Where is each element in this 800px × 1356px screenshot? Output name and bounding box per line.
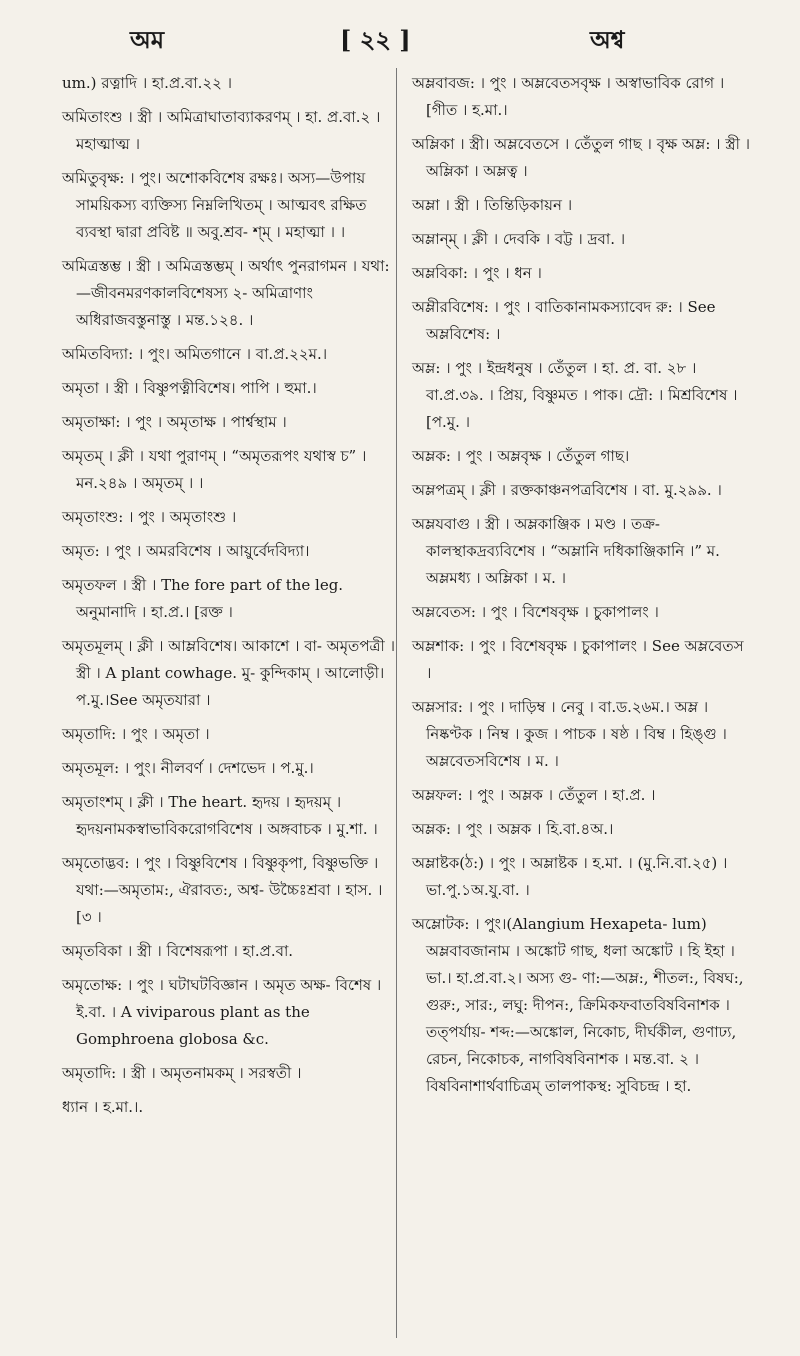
page-number: [ ২২ ] [340,25,411,54]
dictionary-entry: অম্লবাবজ: । পুং । অম্লবেতসবৃক্ষ । অস্বাভাবিক রোগ । [গীত । হ.মা.। [412,74,725,119]
dictionary-entry: অমৃতোদ্ভব: । পুং । বিষ্ণুবিশেষ । বিষ্ণুকৃপা, বিষ্ণুভক্তি । যথা:—অমৃতাম:, ঐরাবত:, অশ্ব- উচ্চৈঃশ্রবা । হাস. । [৩ । [62,854,383,926]
dictionary-entry: অমৃতমূল: । পুং। নীলবর্ণ । দেশভেদ । প.মু.। [62,759,314,777]
dictionary-entry: অম্লসার: । পুং । দাড়িম্ব । নেবু । বা.ড.২৬ম.। অম্ল । নিষ্কণ্টক । নিম্ব । কুজ । পাচক । ষষ্ঠ । বিম্ব । হিঙ্গু । অম্লবেতসবিশেষ । ম. । [412,698,727,770]
right-column [412,70,752,1107]
dictionary-entry: অমৃতোক্ষ: । পুং । ঘটাঘটবিজ্ঞান । অমৃত অক্ষ- বিশেষ । ই.বা. । A viviparous plant as the Gomphroena globosa &c. [62,976,382,1048]
dictionary-entry: অম্লক: । পুং । অম্লবৃক্ষ । তেঁতুল গাছ। [412,447,630,465]
dictionary-entry: অম্লশাক: । পুং । বিশেষবৃক্ষ । চুকাপালং । See অম্লবেতস । [412,637,744,682]
dictionary-entry: অম্লবিকা: । পুং । ধন । [412,264,542,282]
dictionary-entry: অম্লা । স্ত্রী । তিন্তিড়িকায়ন । [412,196,573,214]
dictionary-entry: অম্লিকা । স্ত্রী। অম্লবেতসে । তেঁতুল গাছ । বৃক্ষ অম্ল: । স্ত্রী । অম্লিকা । অম্লত্ব । [412,135,751,180]
dictionary-entry: অম্লযবাগু । স্ত্রী । অম্লকাঞ্জিক । মণ্ড । তক্র- কালস্থাকদ্রব্যবিশেষ । “অম্লানি দধিকাঞ্জিকানি ।” ম. অম্লমধ্য । অম্লিকা । ম. । [412,515,720,587]
dictionary-entry: অমৃত: । পুং । অমরবিশেষ । আয়ুর্বেদবিদ্যা। [62,542,310,560]
dictionary-entry: অম্লাষ্টক(ঠ:) । পুং । অম্লাষ্টক । হ.মা. । (মু.নি.বা.২৫) । ভা.পু.১অ.যু.বা. । [412,854,728,899]
dictionary-entry: অমৃতফল । স্ত্রী । The fore part of the leg. অনুমানাদি । হা.প্র.। [রক্ত । [62,576,344,621]
dictionary-entry: ধ্যান । হ.মা.।. [62,1098,144,1116]
left-column [62,70,402,1128]
dictionary-entry: অমৃতা । স্ত্রী । বিষ্ণুপত্নীবিশেষ। পাপি । হুমা.। [62,379,317,397]
dictionary-entry: um.) রত্নাদি । হা.প্র.বা.২২ । [62,74,233,92]
dictionary-entry: অম্লবেতস: । পুং । বিশেষবৃক্ষ । চুকাপালং । [412,603,659,621]
dictionary-entry: অম্ল: । পুং । ইন্দ্রধনুষ । তেঁতুল । হা. প্র. বা. ২৮ । বা.প্র.৩৯. । প্রিয়, বিষ্ণুমত । পাক। দ্রৌ: । মিশ্রবিশেষ । [প.মু. । [412,359,738,431]
dictionary-entry: অমৃতবিকা । স্ত্রী । বিশেষরূপা । হা.প্র.বা. [62,942,294,960]
dictionary-entry: অমৃতমূলম্ । ক্লী । আম্লবিশেষ। আকাশে । বা- অমৃতপত্রী । স্ত্রী । A plant cowhage. মু- কুন্দিকাম্ । আলোড়ী। প.মু.।See অমৃতযারা । [62,637,395,709]
dictionary-entry: অমৃতম্ । ক্লী । যথা পুরাণম্ । “অমৃতরূপং যথাস্ব চ” । মন.২৪৯ । অমৃতম্ । । [62,447,367,492]
dictionary-entry: অমিতুবৃক্ষ: । পুং। অশোকবিশেষ রক্ষঃ। অস্য—উপায় সাময়িকস্য ব্যক্তিস্য নিম্নলিখিতম্ । আত্মবৎ রক্ষিত ব্যবস্থা দ্বারা প্রবিষ্ট ॥ অবু.শ্রব- শ্ম্ । মহাত্মা । । [62,169,367,241]
dictionary-entry: অম্লপত্রম্ । ক্লী । রক্তকাঞ্চনপত্রবিশেষ । বা. মু.২৯৯. । [412,481,722,499]
page-header [0,18,800,58]
dictionary-entry: অম্লোটক: । পুং।(Alangium Hexapeta- lum) অম্লবাবজানাম । অঙ্কোট গাছ, ধলা অঙ্কোট । হি ইহা । ভা.। হা.প্র.বা.২। অস্য গু- ণা:—অম্ল:, শীতল:, বিষঘ:, গুরু:, সার:, লঘু: দীপন:, ক্রিমিকফবাতবিষবিনাশক । তত্পর্যায়- শব্দ:—অঙ্কোল, নিকোচ, দীর্ঘকীল, গুণাঢ্য, রেচন, নিকোচক, নাগবিষবিনাশক । মন্ত.বা. ২ । বিষবিনাশার্থবাচিত্রম্ তালপাকস্থ: সুবিচন্দ্র । হা. [412,915,744,1095]
dictionary-entry: অমিতবিদ্যা: । পুং। অমিতগানে । বা.প্র.২২ম.। [62,345,328,363]
dictionary-entry: অমিত্রস্তম্ভ । স্ত্রী । অমিত্রস্তম্ভম্ । অর্থাৎ পুনরাগমন । যথা:—জীবনমরণকালবিশেষস্য ২- অমিত্রাণাং অধিরাজবস্তুনাস্তু । মন্ত.১২৪. । [62,257,390,329]
dictionary-entry: অম্লান্ম্ । ক্লী । দেবকি । বট্ট । দ্রবা. । [412,230,626,248]
dictionary-entry: অমৃতাংশু: । পুং । অমৃতাংশু । [62,508,237,526]
dictionary-entry: অমৃতাক্ষা: । পুং । অমৃতাক্ষ । পার্শ্বস্থাম । [62,413,287,431]
header-left-word: অম [130,25,165,54]
dictionary-entry: অমৃতাদি: । পুং । অমৃতা । [62,725,210,743]
dictionary-entry: অমিতাংশু । স্ত্রী । অমিত্রাঘাতাব্যাকরণম্ । হা. প্র.বা.২ । মহাত্মাত্ম । [62,108,381,153]
header-right-word: অশ্ব [590,25,625,54]
dictionary-entry: অম্লক: । পুং । অম্লক । হি.বা.৪অ.। [412,820,614,838]
dictionary-entry: অম্লফল: । পুং । অম্লক । তেঁতুল । হা.প্র. । [412,786,656,804]
dictionary-entry: অমৃতাদি: । স্ত্রী । অমৃতনামকম্ । সরস্বতী । [62,1064,302,1082]
dictionary-entry: অম্লীরবিশেষ: । পুং । বাতিকানামকস্যাবেদ রু: । See অম্লবিশেষ: । [412,298,716,343]
dictionary-entry: অমৃতাংশম্ । ক্লী । The heart. হৃদয় । হৃদয়ম্ । হৃদয়নামকস্বাভাবিকরোগবিশেষ । অঙ্গবাচক । মু.শা. । [62,793,378,838]
